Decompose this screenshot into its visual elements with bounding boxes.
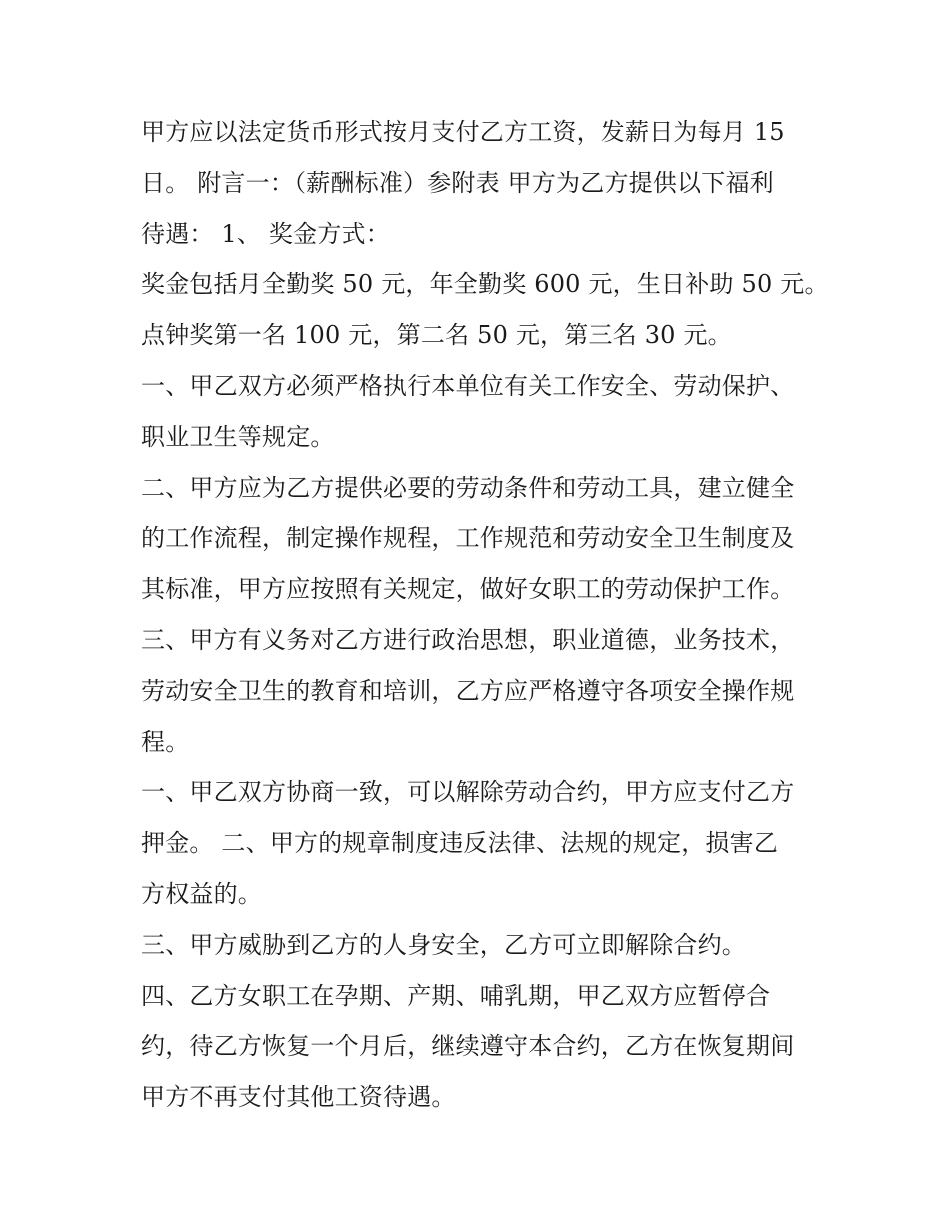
text-line: 一、甲乙双方协商一致，可以解除劳动合约，甲方应支付乙方	[141, 778, 795, 807]
text-line: 甲方不再支付其他工资待遇。	[141, 1083, 456, 1112]
text-line: 职业卫生等规定。	[141, 422, 335, 451]
text-line: 奖金包括月全勤奖 50 元，年全勤奖 600 元，生日补助 50 元。	[141, 270, 829, 299]
text-line: 劳动安全卫生的教育和培训，乙方应严格遵守各项安全操作规	[141, 676, 795, 705]
text-line: 甲方应以法定货币形式按月支付乙方工资，发薪日为每月 15	[141, 118, 785, 146]
text-line: 日。 附言一：（薪酬标准）参附表 甲方为乙方提供以下福利	[141, 168, 774, 197]
text-line: 四、乙方女职工在孕期、产期、哺乳期，甲乙双方应暂停合	[141, 981, 771, 1010]
text-line: 点钟奖第一名 100 元，第二名 50 元，第三名 30 元。	[141, 321, 732, 350]
text-line: 的工作流程，制定操作规程，工作规范和劳动安全卫生制度及	[141, 524, 795, 553]
text-line: 二、甲方应为乙方提供必要的劳动条件和劳动工具，建立健全	[141, 473, 795, 502]
text-line: 约，待乙方恢复一个月后，继续遵守本合约，乙方在恢复期间	[141, 1032, 795, 1061]
text-line: 三、甲方威胁到乙方的人身安全，乙方可立即解除合约。	[141, 930, 746, 959]
text-line: 押金。 二、甲方的规章制度违反法律、法规的规定，损害乙	[141, 829, 779, 858]
text-line: 程。	[141, 727, 190, 756]
document-body	[141, 107, 829, 1123]
text-line: 方权益的。	[141, 879, 262, 908]
text-line: 其标准，甲方应按照有关规定，做好女职工的劳动保护工作。	[141, 575, 795, 604]
text-line: 三、甲方有义务对乙方进行政治思想，职业道德，业务技术，	[141, 625, 795, 654]
text-line: 一、甲乙双方必须严格执行本单位有关工作安全、劳动保护、	[141, 371, 795, 400]
text-line: 待遇： 1、 奖金方式：	[141, 219, 390, 248]
